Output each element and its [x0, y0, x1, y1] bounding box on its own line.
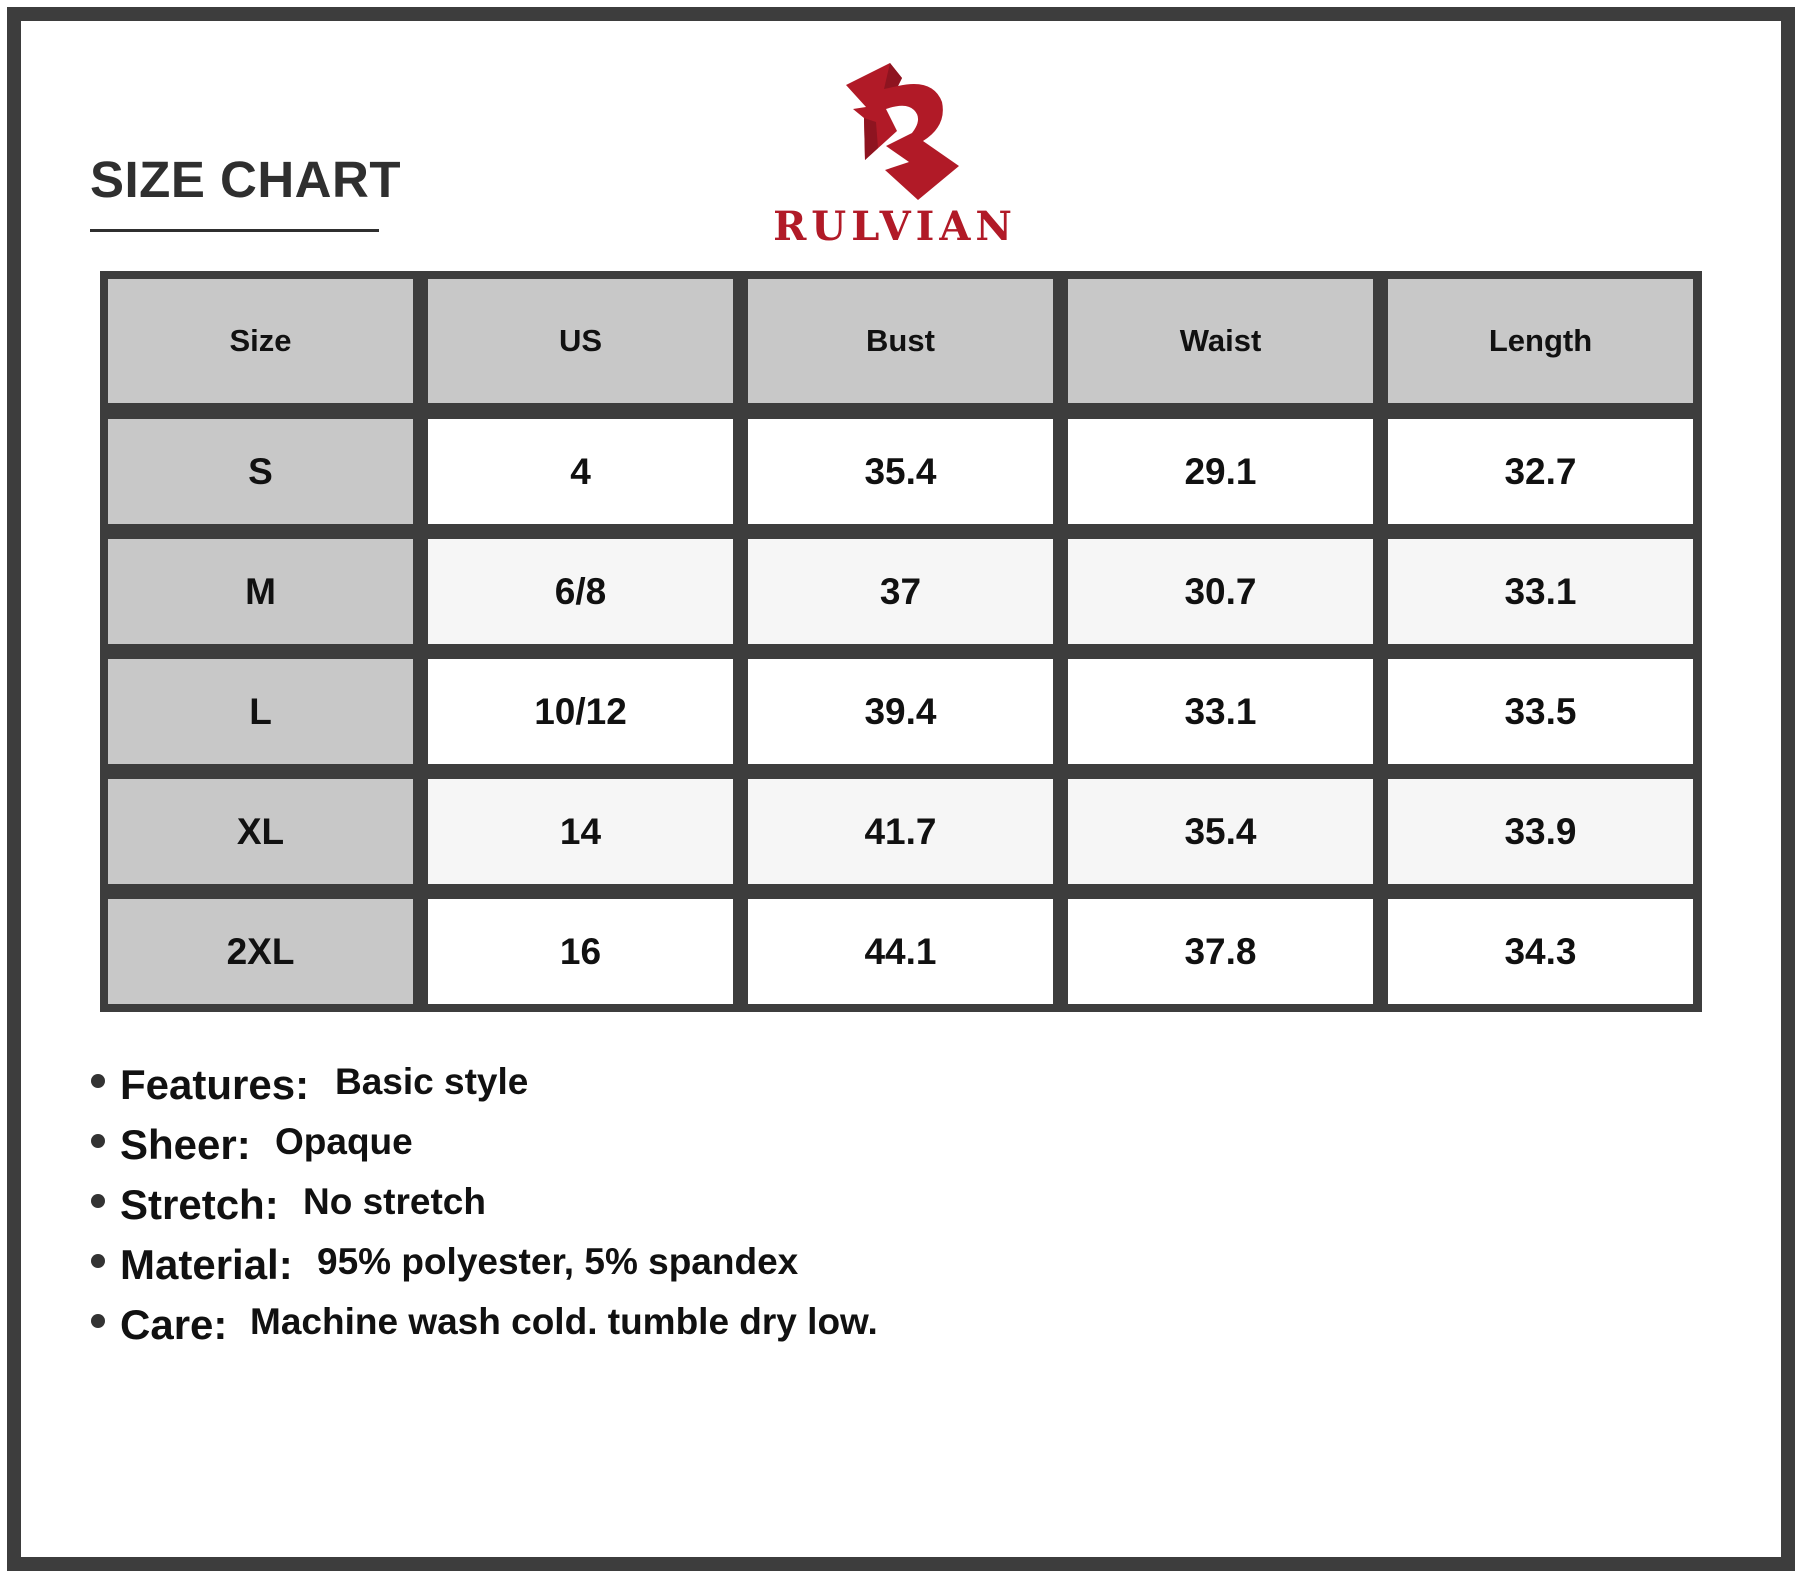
header-waist: Waist — [1068, 279, 1373, 403]
spec-label: Stretch: — [120, 1181, 279, 1228]
header-size: Size — [108, 279, 413, 403]
cell-size: 2XL — [108, 899, 413, 1004]
cell-waist: 30.7 — [1068, 539, 1373, 644]
bullet-icon — [91, 1254, 105, 1268]
spec-label: Material: — [120, 1241, 293, 1288]
bullet-icon — [91, 1194, 105, 1208]
title-underline — [90, 229, 379, 232]
rulvian-r-logo-icon — [832, 62, 972, 202]
cell-us: 14 — [428, 779, 733, 884]
cell-size: L — [108, 659, 413, 764]
cell-length: 33.1 — [1388, 539, 1693, 644]
page-title: SIZE CHART — [90, 151, 401, 208]
cell-waist: 33.1 — [1068, 659, 1373, 764]
spec-value: No stretch — [303, 1181, 486, 1222]
spec-label: Features: — [120, 1061, 310, 1108]
spec-label: Sheer: — [120, 1121, 251, 1168]
cell-length: 33.5 — [1388, 659, 1693, 764]
cell-size: S — [108, 419, 413, 524]
spec-value: Opaque — [275, 1121, 413, 1162]
cell-us: 16 — [428, 899, 733, 1004]
cell-bust: 35.4 — [748, 419, 1053, 524]
header-us: US — [428, 279, 733, 403]
spec-value: 95% polyester, 5% spandex — [317, 1241, 799, 1282]
cell-waist: 35.4 — [1068, 779, 1373, 884]
cell-waist: 29.1 — [1068, 419, 1373, 524]
cell-length: 32.7 — [1388, 419, 1693, 524]
cell-length: 34.3 — [1388, 899, 1693, 1004]
cell-bust: 37 — [748, 539, 1053, 644]
header-bust: Bust — [748, 279, 1053, 403]
bullet-icon — [91, 1134, 105, 1148]
cell-us: 6/8 — [428, 539, 733, 644]
cell-bust: 39.4 — [748, 659, 1053, 764]
spec-value: Machine wash cold. tumble dry low. — [250, 1301, 878, 1342]
bullet-icon — [91, 1074, 105, 1088]
cell-bust: 44.1 — [748, 899, 1053, 1004]
bullet-icon — [91, 1314, 105, 1328]
cell-us: 10/12 — [428, 659, 733, 764]
spec-value: Basic style — [335, 1061, 529, 1102]
header-length: Length — [1388, 279, 1693, 403]
spec-label: Care: — [120, 1301, 228, 1348]
cell-waist: 37.8 — [1068, 899, 1373, 1004]
cell-length: 33.9 — [1388, 779, 1693, 884]
cell-size: M — [108, 539, 413, 644]
size-table — [100, 271, 1702, 1012]
cell-size: XL — [108, 779, 413, 884]
cell-us: 4 — [428, 419, 733, 524]
brand-name: RULVIAN — [773, 203, 1017, 250]
cell-bust: 41.7 — [748, 779, 1053, 884]
